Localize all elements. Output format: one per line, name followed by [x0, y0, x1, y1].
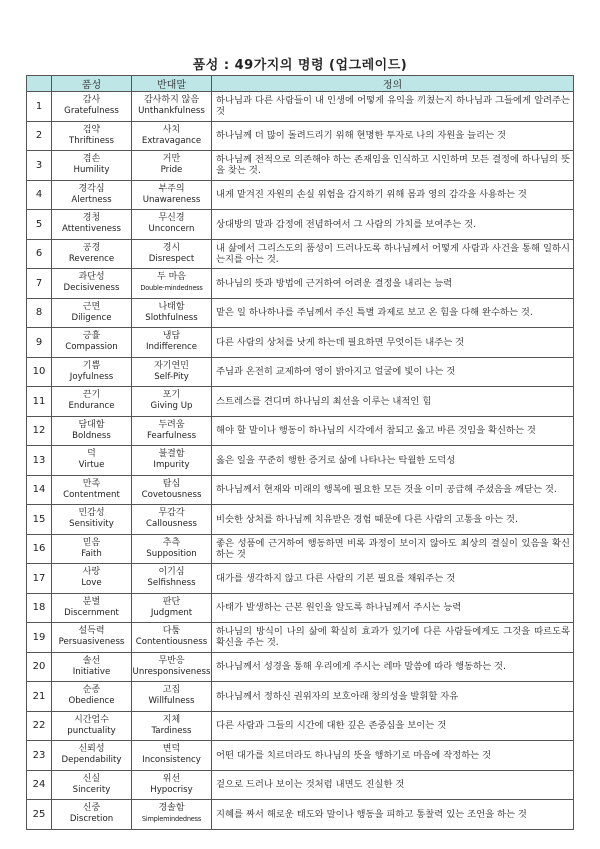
opposite-korean: 변덕	[162, 744, 181, 755]
definition-cell: 어떤 대가를 치르더라도 하나님의 뜻을 행하기로 마음에 작정하는 것	[212, 741, 574, 771]
table-row	[27, 564, 574, 594]
opposite-english: Tardiness	[151, 725, 192, 736]
opposite-english: Contentiousness	[135, 637, 208, 648]
opposite-english: Unconcern	[148, 224, 195, 235]
opposite-korean: 경시	[162, 242, 181, 253]
table-row	[27, 534, 574, 564]
quality-korean: 신중	[82, 803, 101, 814]
table-row	[27, 416, 574, 446]
page-title: 품성 : 49가지의 명령 (업그레이드)	[192, 58, 408, 73]
definition-cell: 상대방의 말과 감정에 전념하여서 그 사람의 가치를 보여주는 것.	[212, 210, 574, 240]
quality-korean: 순종	[82, 685, 101, 696]
opposite-cell	[132, 770, 212, 800]
opposite-korean: 판단	[162, 596, 181, 607]
table-row	[27, 652, 574, 682]
opposite-english: Covetousness	[141, 489, 202, 500]
definition-cell: 주님과 온전히 교제하여 영이 밝아지고 얼굴에 빛이 나는 것	[212, 357, 574, 387]
opposite-korean: 포기	[162, 390, 181, 401]
quality-cell	[52, 534, 132, 564]
opposite-cell	[132, 800, 212, 830]
quality-cell	[52, 623, 132, 653]
opposite-korean: 냉담	[162, 331, 181, 342]
opposite-cell	[132, 652, 212, 682]
opposite-cell	[132, 387, 212, 417]
row-number: 2	[27, 121, 52, 151]
opposite-korean: 두려움	[158, 419, 185, 430]
row-number: 19	[27, 623, 52, 653]
definition-cell: 다른 사람의 상처를 낫게 하는데 필요하면 무엇이든 내주는 것	[212, 328, 574, 358]
opposite-english: Disrespect	[148, 253, 195, 264]
quality-korean: 감사	[82, 95, 101, 106]
quality-korean: 기쁨	[82, 360, 101, 371]
opposite-korean: 나태함	[158, 301, 185, 312]
quality-english: Compassion	[65, 342, 118, 353]
table-row	[27, 357, 574, 387]
quality-english: Decisiveness	[63, 283, 120, 294]
definition-cell: 스트레스를 견디며 하나님의 최선을 이루는 내적인 힘	[212, 387, 574, 417]
table-row	[27, 593, 574, 623]
opposite-korean: 이기심	[158, 567, 185, 578]
quality-cell	[52, 298, 132, 328]
opposite-english: Double-mindedness	[140, 284, 203, 293]
opposite-english: Willfulness	[148, 696, 195, 707]
table-row	[27, 770, 574, 800]
row-number: 20	[27, 652, 52, 682]
quality-english: Attentiveness	[61, 224, 122, 235]
quality-cell	[52, 505, 132, 535]
table-row	[27, 151, 574, 181]
quality-korean: 경각심	[78, 183, 105, 194]
definition-cell: 지혜를 짜서 해로운 태도와 말이나 행동을 피하고 통찰력 있는 조언을 하는 것	[212, 800, 574, 830]
table-row	[27, 711, 574, 741]
opposite-korean: 다툼	[162, 626, 181, 637]
opposite-korean: 경솔함	[158, 803, 185, 814]
opposite-english: Unthankfulness	[138, 106, 205, 117]
table-row	[27, 446, 574, 476]
table-row	[27, 239, 574, 269]
table-body	[27, 92, 574, 830]
opposite-cell	[132, 121, 212, 151]
opposite-english: Hypocrisy	[150, 784, 193, 795]
quality-english: Sensitivity	[69, 519, 114, 530]
opposite-english: Supposition	[146, 548, 197, 559]
opposite-cell	[132, 328, 212, 358]
opposite-korean: 두 마음	[157, 272, 186, 283]
quality-korean: 사랑	[82, 567, 101, 578]
definition-cell: 하나님께 더 많이 돌려드리기 위해 현명한 투자로 나의 자원을 늘리는 것	[212, 121, 574, 151]
definition-cell: 하나님께서 정하신 권위자의 보호아래 창의성을 발휘할 자유	[212, 682, 574, 712]
quality-cell	[52, 416, 132, 446]
table-row	[27, 505, 574, 535]
quality-english: Joyfulness	[69, 371, 114, 382]
quality-english: Diligence	[71, 312, 112, 323]
row-number: 6	[27, 239, 52, 269]
definition-cell: 좋은 성품에 근거하여 행동하면 비록 과정이 보이지 않아도 최상의 결실이 있음을 확신하는 것	[212, 534, 574, 564]
quality-korean: 덕	[87, 449, 96, 460]
quality-korean: 겸손	[82, 154, 101, 165]
row-number: 21	[27, 682, 52, 712]
opposite-korean: 사치	[162, 124, 181, 135]
opposite-korean: 무반응	[158, 655, 185, 666]
quality-korean: 분별	[82, 596, 101, 607]
quality-english: Boldness	[72, 430, 111, 441]
table-row	[27, 623, 574, 653]
opposite-cell	[132, 446, 212, 476]
header-definition: 정의	[212, 76, 574, 92]
table-row	[27, 269, 574, 299]
opposite-cell	[132, 564, 212, 594]
opposite-cell	[132, 92, 212, 122]
quality-english: Contentment	[63, 489, 120, 500]
row-number: 23	[27, 741, 52, 771]
opposite-korean: 불결함	[158, 449, 185, 460]
row-number: 16	[27, 534, 52, 564]
opposite-cell	[132, 416, 212, 446]
opposite-korean: 감사하지 않음	[143, 95, 200, 106]
quality-english: Love	[81, 578, 102, 589]
row-number: 7	[27, 269, 52, 299]
character-table	[26, 75, 574, 830]
quality-english: punctuality	[67, 725, 116, 736]
quality-english: Reverence	[68, 253, 115, 264]
quality-english: Thriftiness	[69, 135, 114, 146]
definition-cell: 다른 사람과 그들의 시간에 대한 깊은 존중심을 보이는 것	[212, 711, 574, 741]
row-number: 10	[27, 357, 52, 387]
quality-cell	[52, 210, 132, 240]
opposite-cell	[132, 151, 212, 181]
quality-korean: 끈기	[82, 390, 101, 401]
quality-cell	[52, 475, 132, 505]
quality-cell	[52, 564, 132, 594]
opposite-korean: 고집	[162, 685, 181, 696]
quality-korean: 검약	[82, 124, 101, 135]
opposite-cell	[132, 210, 212, 240]
quality-cell	[52, 92, 132, 122]
quality-cell	[52, 121, 132, 151]
quality-korean: 만족	[82, 478, 101, 489]
opposite-english: Giving Up	[150, 401, 193, 412]
quality-english: Gratefulness	[64, 106, 119, 117]
opposite-english: Impurity	[153, 460, 190, 471]
opposite-english: Slothfulness	[145, 312, 198, 323]
quality-english: Initiative	[72, 666, 111, 677]
opposite-cell	[132, 357, 212, 387]
quality-cell	[52, 387, 132, 417]
table-row	[27, 682, 574, 712]
row-number: 9	[27, 328, 52, 358]
opposite-english: Callousness	[146, 519, 197, 530]
quality-cell	[52, 180, 132, 210]
table-row	[27, 121, 574, 151]
quality-cell	[52, 652, 132, 682]
quality-korean: 공경	[82, 242, 101, 253]
quality-cell	[52, 151, 132, 181]
quality-cell	[52, 711, 132, 741]
quality-korean: 민감성	[78, 508, 105, 519]
opposite-korean: 위선	[162, 773, 181, 784]
definition-cell: 비슷한 상처를 하나님께 치유받은 경험 때문에 다른 사람의 고통을 아는 것.	[212, 505, 574, 535]
opposite-english: Extravagance	[141, 135, 202, 146]
opposite-english: Inconsistency	[142, 755, 201, 766]
opposite-korean: 자기연민	[154, 360, 189, 371]
opposite-english: Simplemindedness	[141, 815, 202, 824]
quality-english: Alertness	[71, 194, 112, 205]
definition-cell: 하나님께서 현재와 미래의 행복에 필요한 모든 것을 이미 공급해 주셨음을 깨닫는 것.	[212, 475, 574, 505]
quality-cell	[52, 239, 132, 269]
row-number: 22	[27, 711, 52, 741]
opposite-cell	[132, 741, 212, 771]
quality-english: Obedience	[68, 696, 115, 707]
quality-korean: 신실	[82, 773, 101, 784]
definition-cell: 하나님께 전적으로 의존해야 하는 존재임을 인식하고 시인하며 모든 결정에 하나님의 뜻을 찾는 것.	[212, 151, 574, 181]
quality-cell	[52, 741, 132, 771]
quality-cell	[52, 770, 132, 800]
table-row	[27, 298, 574, 328]
opposite-cell	[132, 269, 212, 299]
definition-cell: 하나님께서 성경을 통해 우리에게 주시는 레마 말씀에 따라 행동하는 것.	[212, 652, 574, 682]
row-number: 8	[27, 298, 52, 328]
opposite-english: Judgment	[150, 607, 193, 618]
opposite-english: Self-Pity	[154, 371, 189, 382]
opposite-cell	[132, 534, 212, 564]
definition-cell: 하나님의 뜻과 방법에 근거하여 어려운 결정을 내리는 능력	[212, 269, 574, 299]
quality-english: Dependability	[61, 755, 122, 766]
table-row	[27, 328, 574, 358]
quality-korean: 경청	[82, 213, 101, 224]
opposite-cell	[132, 593, 212, 623]
opposite-english: Pride	[160, 165, 183, 176]
definition-cell: 대가를 생각하지 않고 다른 사람의 기본 필요를 채워주는 것	[212, 564, 574, 594]
quality-english: Endurance	[68, 401, 115, 412]
opposite-korean: 부주의	[158, 183, 185, 194]
quality-korean: 과단성	[78, 272, 105, 283]
row-number: 11	[27, 387, 52, 417]
quality-english: Persuasiveness	[58, 637, 125, 648]
row-number: 12	[27, 416, 52, 446]
definition-cell: 옳은 일을 꾸준히 행한 증거로 삶에 나타나는 탁월한 도덕성	[212, 446, 574, 476]
definition-cell: 해야 할 말이나 행동이 하나님의 시각에서 참되고 옳고 바른 것임을 확신하는 것	[212, 416, 574, 446]
row-number: 18	[27, 593, 52, 623]
opposite-cell	[132, 505, 212, 535]
opposite-korean: 탐심	[162, 478, 181, 489]
opposite-cell	[132, 711, 212, 741]
quality-cell	[52, 800, 132, 830]
definition-cell: 내 삶에서 그리스도의 품성이 드러나도록 하나님께서 어떻게 사람과 사건을 통해 일하시는지를 아는 것.	[212, 239, 574, 269]
table-row	[27, 180, 574, 210]
opposite-cell	[132, 298, 212, 328]
table-row	[27, 92, 574, 122]
row-number: 4	[27, 180, 52, 210]
opposite-cell	[132, 180, 212, 210]
opposite-english: Selfishness	[147, 578, 196, 589]
quality-cell	[52, 682, 132, 712]
quality-cell	[52, 446, 132, 476]
quality-korean: 근면	[82, 301, 101, 312]
row-number: 3	[27, 151, 52, 181]
definition-cell: 겉으로 드러나 보이는 것처럼 내면도 진실한 것	[212, 770, 574, 800]
opposite-english: Indifference	[145, 342, 198, 353]
definition-cell: 하나님의 방식이 나의 삶에 확실히 효과가 있기에 다른 사람들에게도 그것을 따르도록 확신을 주는 것.	[212, 623, 574, 653]
quality-cell	[52, 357, 132, 387]
table-row	[27, 741, 574, 771]
quality-korean: 믿음	[82, 537, 101, 548]
row-number: 24	[27, 770, 52, 800]
opposite-korean: 무감각	[158, 508, 185, 519]
header-quality: 품성	[52, 76, 132, 92]
quality-english: Virtue	[78, 460, 105, 471]
table-row	[27, 475, 574, 505]
opposite-korean: 지체	[162, 714, 181, 725]
table-header-row	[27, 76, 574, 92]
quality-korean: 설득력	[78, 626, 105, 637]
row-number: 25	[27, 800, 52, 830]
quality-korean: 담대함	[78, 419, 105, 430]
opposite-cell	[132, 475, 212, 505]
opposite-english: Unresponsiveness	[132, 666, 211, 677]
definition-cell: 맡은 일 하나하나를 주님께서 주신 특별 과제로 보고 온 힘을 다해 완수하는 것.	[212, 298, 574, 328]
table-row	[27, 387, 574, 417]
row-number: 14	[27, 475, 52, 505]
opposite-korean: 추측	[162, 537, 181, 548]
opposite-cell	[132, 239, 212, 269]
quality-english: Faith	[81, 548, 102, 559]
opposite-cell	[132, 682, 212, 712]
header-number	[27, 76, 52, 92]
definition-cell: 사태가 발생하는 근본 원인을 알도록 하나님께서 주시는 능력	[212, 593, 574, 623]
row-number: 17	[27, 564, 52, 594]
quality-korean: 솔선	[82, 655, 101, 666]
quality-english: Humility	[73, 165, 110, 176]
table-row	[27, 800, 574, 830]
quality-cell	[52, 328, 132, 358]
quality-korean: 시간엄수	[74, 714, 109, 725]
quality-cell	[52, 269, 132, 299]
definition-cell: 내게 맡겨진 자원의 손실 위험을 감지하기 위해 몸과 영의 감각을 사용하는 것	[212, 180, 574, 210]
row-number: 13	[27, 446, 52, 476]
quality-cell	[52, 593, 132, 623]
opposite-english: Fearfulness	[146, 430, 197, 441]
quality-english: Discernment	[64, 607, 119, 618]
opposite-korean: 무신경	[158, 213, 185, 224]
quality-english: Discretion	[69, 814, 114, 825]
quality-korean: 신뢰성	[78, 744, 105, 755]
opposite-english: Unawareness	[142, 194, 201, 205]
opposite-cell	[132, 623, 212, 653]
row-number: 5	[27, 210, 52, 240]
header-opposite: 반대말	[132, 76, 212, 92]
row-number: 15	[27, 505, 52, 535]
quality-english: Sincerity	[72, 784, 111, 795]
definition-cell: 하나님과 다른 사람들이 내 인생에 어떻게 유익을 끼쳤는지 하나님과 그들에게 알려주는 것	[212, 92, 574, 122]
opposite-korean: 거만	[162, 154, 181, 165]
table-row	[27, 210, 574, 240]
quality-korean: 긍휼	[82, 331, 101, 342]
row-number: 1	[27, 92, 52, 122]
